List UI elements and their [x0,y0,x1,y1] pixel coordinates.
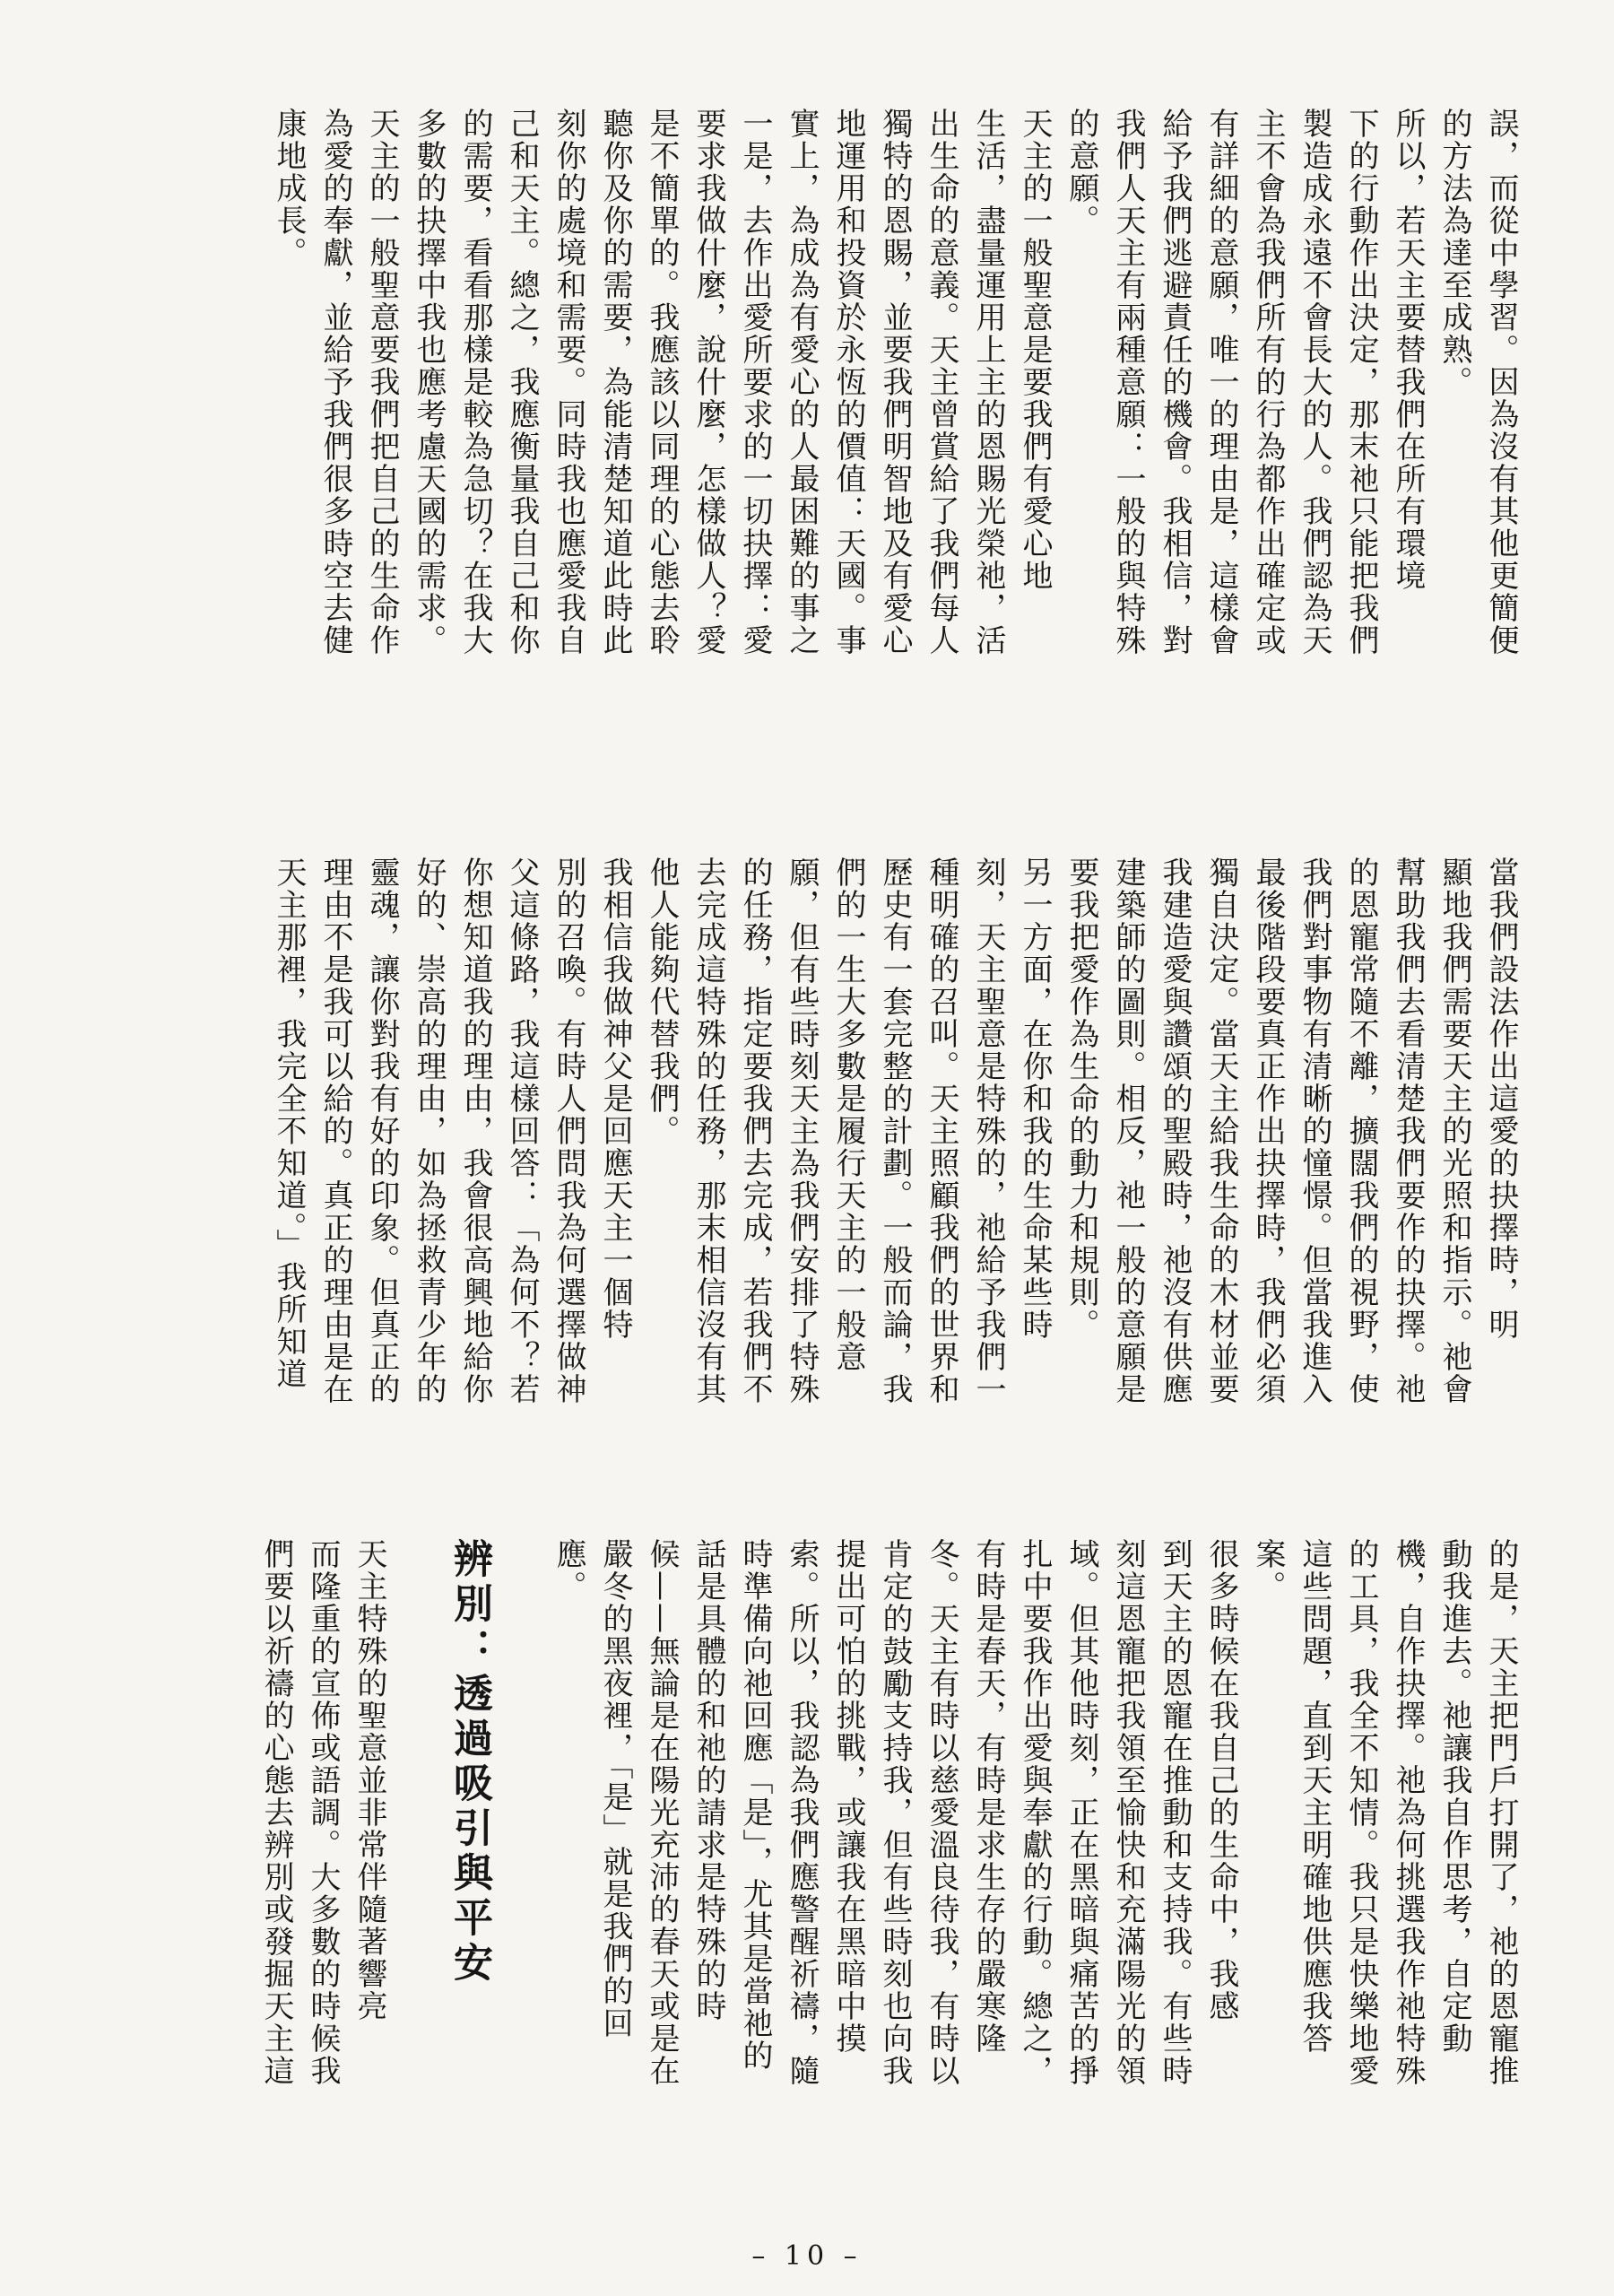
text-column: 當我們設法作出這愛的抉擇時，明 [1483,857,1519,1341]
text-column: 去完成這特殊的任務，那末相信沒有其 [690,857,726,1405]
text-column: 別的召喚。有時人們問我為何選擇做神 [551,857,586,1405]
text-column: 話是具體的和祂的請求是特殊的時 [690,1538,726,2022]
text-column: 要我把愛作為生命的動力和規則。 [1063,857,1099,1341]
text-column: 己和天主。總之，我應衡量我自己和你 [504,108,540,657]
text-column: 獨特的恩賜，並要我們明智地及有愛心 [877,108,913,657]
page-number: – 10 – [751,2240,863,2272]
text-column: 的方法為達至成熟。 [1436,108,1472,398]
text-column: 獨自決定。當天主給我生命的木材並要 [1203,857,1239,1405]
text-column: 地運用和投資於永恆的價值：天國。事 [830,108,866,657]
text-column: 而隆重的宣佈或語調。大多數的時候我 [305,1538,341,2087]
text-column: 他人能夠代替我們。 [644,857,680,1147]
text-column: 我相信我做神父是回應天主一個特 [597,857,633,1341]
text-column: 有時是春天，有時是求生存的嚴寒隆 [970,1538,1006,2055]
text-column: 案。 [1250,1538,1286,1603]
text-column: 康地成長。 [271,108,307,269]
text-column: 到天主的恩寵在推動和支持我。有些時 [1157,1538,1193,2087]
text-column: 很多時候在我自己的生命中，我感 [1203,1538,1239,2022]
text-column: 時準備向祂回應「是」，尤其是當祂的 [737,1538,773,2072]
text-column: 我們人天主有兩種意願：一般的與特殊 [1110,108,1146,657]
text-column: 的意願。 [1063,108,1099,237]
text-column: 製造成永遠不會長大的人。我們認為天 [1297,108,1332,657]
text-column: 歷史有一套完整的計劃。一般而論，我 [877,857,913,1405]
text-column: 是不簡單的。我應該以同理的心態去聆 [644,108,680,657]
text-column: 幫助我們去看清楚我們要作的抉擇。祂 [1390,857,1426,1405]
text-column: 機，自作抉擇。祂為何挑選我作祂特殊 [1390,1538,1426,2087]
text-column: 應。 [551,1538,586,1603]
text-column: 好的、崇高的理由，如為拯救青少年的 [411,857,447,1405]
text-column: 的任務，指定要我們去完成，若我們不 [737,857,773,1405]
text-column: 多數的抉擇中我也應考慮天國的需求。 [411,108,447,657]
text-column: 域。但其他時刻，正在黑暗與痛苦的掙 [1063,1538,1099,2087]
text-column: 所以，若天主要替我們在所有環境 [1390,108,1426,592]
text-column: 下的行動作出決定，那末祂只能把我們 [1343,108,1379,657]
text-column: 父這條路，我這樣回答：「為何不？若 [504,857,540,1405]
text-column: 嚴冬的黑夜裡，「是」就是我們的回 [597,1538,633,2039]
text-column: 種明確的召叫。天主照顧我們的世界和 [924,857,959,1405]
text-column: 生活，盡量運用上主的恩賜光榮祂，活 [970,108,1006,657]
text-column: 的是，天主把門戶打開了，祂的恩寵推 [1483,1538,1519,2087]
text-column: 聽你及你的需要，為能清楚知道此時此 [597,108,633,657]
text-column: 們要以祈禱的心態去辨別或發掘天主這 [258,1538,294,2087]
text-column: 刻這恩寵把我領至愉快和充滿陽光的領 [1110,1538,1146,2087]
text-column: 一是，去作出愛所要求的一切抉擇：愛 [737,108,773,657]
text-column: 刻，天主聖意是特殊的，祂給予我們一 [970,857,1006,1405]
text-column: 靈魂，讓你對我有好的印象。但真正的 [364,857,400,1405]
text-column: 實上，為成為有愛心的人最困難的事之 [784,108,820,657]
text-column: 扎中要我作出愛與奉獻的行動。總之， [1017,1538,1053,2087]
text-column: 的工具，我全不知情。我只是快樂地愛 [1343,1538,1379,2087]
text-column: 理由不是我可以給的。真正的理由是在 [317,857,353,1405]
text-column: 這些問題，直到天主明確地供應我答 [1297,1538,1332,2055]
text-column: 天主的一般聖意要我們把自己的生命作 [364,108,400,657]
text-column: 有詳細的意願，唯一的理由是，這樣會 [1203,108,1239,657]
text-band-middle [90,857,1524,1547]
text-column: 索。所以，我認為我們應警醒祈禱，隨 [784,1538,820,2087]
text-column: 我建造愛與讚頌的聖殿時，祂沒有供應 [1157,857,1193,1405]
text-column: 我們對事物有清晰的憧憬。但當我進入 [1297,857,1332,1405]
text-column: 給予我們逃避責任的機會。我相信，對 [1157,108,1193,657]
text-column: 出生命的意義。天主曾賞給了我們每人 [924,108,959,657]
text-column: 願，但有些時刻天主為我們安排了特殊 [784,857,820,1405]
text-column: 顯地我們需要天主的光照和指示。祂會 [1436,857,1472,1405]
text-column: 建築師的圖則。相反，祂一般的意願是 [1110,857,1146,1405]
text-column: 主不會為我們所有的行為都作出確定或 [1250,108,1286,657]
text-column: 要求我做什麼，說什麼，怎樣做人？愛 [690,108,726,657]
text-column: 天主那裡，我完全不知道。」我所知道 [271,857,307,1390]
text-column: 候——無論是在陽光充沛的春天或是在 [644,1538,680,2087]
text-column: 最後階段要真正作出抉擇時，我們必須 [1250,857,1286,1405]
text-band-top [90,108,1524,834]
text-column: 冬。天主有時以慈愛溫良待我，有時以 [924,1538,959,2087]
text-column: 為愛的奉獻，並給予我們很多時空去健 [317,108,353,657]
text-column: 誤，而從中學習。因為沒有其他更簡便 [1483,108,1519,657]
text-column: 動我進去。祂讓我自作思考，自定動 [1436,1538,1472,2055]
text-column: 刻你的處境和需要。同時我也應愛我自 [551,108,586,657]
text-band-bottom [90,1538,1524,2238]
text-column: 你想知道我的理由，我會很高興地給你 [457,857,493,1405]
column-spacer [393,1538,439,2238]
text-column: 肯定的鼓勵支持我，但有些時刻也向我 [877,1538,913,2087]
text-column: 另一方面，在你和我的生命某些時 [1017,857,1053,1341]
text-column: 提出可怕的挑戰，或讓我在黑暗中摸 [830,1538,866,2055]
text-column: 的恩寵常隨不離，擴闊我們的視野，使 [1343,857,1379,1405]
section-heading: 辨別：透過吸引與平安 [447,1538,492,1987]
text-column: 天主特殊的聖意並非常伴隨著響亮 [351,1538,387,2022]
text-column: 天主的一般聖意是要我們有愛心地 [1017,108,1053,592]
column-spacer [499,1538,545,2238]
text-column: 們的一生大多數是履行天主的一般意 [830,857,866,1373]
text-column: 的需要，看看那樣是較為急切？在我大 [457,108,493,657]
